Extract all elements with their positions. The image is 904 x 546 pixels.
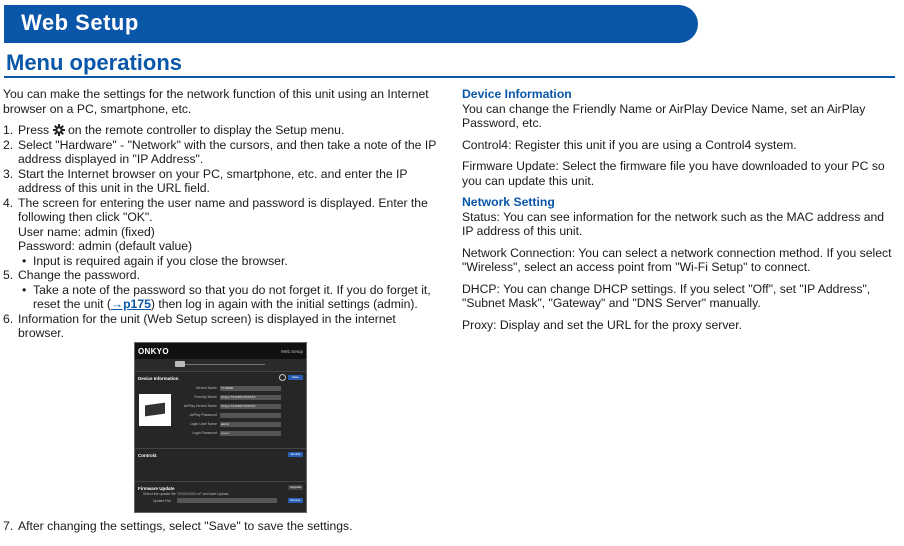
bullet-note: • Input is required again if you close the browser. bbox=[18, 254, 443, 269]
step-number: 2. bbox=[3, 137, 14, 152]
shot-upgrade-button: Upgrade bbox=[289, 485, 302, 489]
shot-firmware-heading: Firmware Update bbox=[138, 486, 175, 491]
heading-rule bbox=[4, 76, 895, 78]
shot-field-row bbox=[175, 413, 305, 419]
network-setting-heading: Network Setting bbox=[462, 195, 555, 209]
shot-title: Web Setup bbox=[280, 349, 303, 354]
user-name-note: User name: admin (fixed) bbox=[18, 224, 155, 239]
shot-header bbox=[135, 343, 306, 359]
shot-slider-track bbox=[175, 364, 265, 365]
shot-field-label: Friendly Name bbox=[194, 395, 217, 399]
dhcp-text: DHCP: You can change DHCP settings. If you select "Off", set "IP Address", "Subnet Mask", "Gateway" and "DNS Server" manually. bbox=[462, 281, 871, 310]
left-column bbox=[3, 87, 443, 341]
shot-field-value: •••••••• bbox=[220, 431, 281, 436]
password-note: Password: admin (default value) bbox=[18, 239, 193, 253]
shot-field-value: TX-RZ50 bbox=[220, 386, 281, 391]
bullet-text: ) then log in again with the initial settings (admin). bbox=[150, 297, 418, 311]
step-text: The screen for entering the user name and password is displayed. Enter the following then click "OK". bbox=[18, 195, 428, 224]
step-number: 6. bbox=[3, 311, 14, 326]
page-link[interactable]: →p175 bbox=[110, 297, 151, 311]
shot-nav bbox=[135, 359, 306, 372]
shot-firmware-section bbox=[135, 482, 306, 512]
web-setup-screenshot bbox=[134, 342, 307, 513]
shot-field-value: admin bbox=[220, 422, 281, 427]
shot-identify-button: Identify bbox=[288, 452, 303, 457]
shot-device-heading: Device Information bbox=[138, 376, 179, 381]
shot-field-value bbox=[220, 413, 281, 418]
shot-field-label: Login User Name bbox=[189, 422, 217, 426]
firmware-text: Firmware Update: Select the firmware file you have downloaded to your PC so you can update this unit. bbox=[462, 159, 885, 188]
shot-field-row bbox=[175, 404, 305, 410]
step-number: 4. bbox=[3, 195, 14, 210]
bullet-note bbox=[18, 283, 443, 312]
step-number: 1. bbox=[3, 123, 14, 137]
shot-field-label: Login Password bbox=[192, 431, 217, 435]
shot-update-file-field bbox=[177, 498, 277, 503]
device-info-heading: Device Information bbox=[462, 87, 572, 101]
step-number: 3. bbox=[3, 166, 14, 181]
shot-control4-section bbox=[135, 449, 306, 482]
step-3 bbox=[3, 167, 443, 196]
bullet-text: Take a note of the password so that you do not forget it. If you do forget it, reset the unit ( bbox=[33, 282, 431, 311]
step-5 bbox=[3, 268, 443, 312]
steps-list bbox=[3, 123, 443, 341]
title-banner bbox=[4, 5, 698, 43]
step-text: Start the Internet browser on your PC, smartphone, etc. and enter the IP address of this unit in the URL field. bbox=[18, 166, 408, 195]
onkyo-logo: ONKYO bbox=[138, 347, 169, 356]
proxy-text: Proxy: Display and set the URL for the proxy server. bbox=[462, 317, 742, 332]
step-2 bbox=[3, 138, 443, 167]
step-text: Press bbox=[18, 123, 50, 137]
shot-save-button: Save bbox=[288, 375, 303, 380]
step-7-wrap bbox=[3, 519, 443, 534]
device-image bbox=[139, 394, 171, 426]
shot-firmware-note: Select the update file "XXXXXXXX.of" and start Upload. bbox=[143, 492, 230, 496]
step-text: Information for the unit (Web Setup screen) is displayed in the internet browser. bbox=[18, 311, 396, 340]
shot-field-row bbox=[175, 386, 305, 392]
step-number: 7. bbox=[3, 519, 14, 533]
intro-text: You can make the settings for the network function of this unit using an Internet browser on a PC, smartphone, etc. bbox=[3, 87, 429, 116]
step-number: 5. bbox=[3, 268, 14, 282]
step-7 bbox=[3, 519, 443, 534]
steps-list-cont bbox=[3, 519, 443, 534]
shot-field-row bbox=[175, 431, 305, 437]
step-4 bbox=[3, 196, 443, 269]
refresh-icon bbox=[279, 374, 286, 381]
status-text: Status: You can see information for the network such as the MAC address and IP address of this unit. bbox=[462, 209, 885, 238]
shot-slider-knob bbox=[175, 361, 185, 367]
shot-field-row bbox=[175, 422, 305, 428]
step-text: on the remote controller to display the Setup menu. bbox=[67, 123, 345, 137]
shot-browse-button: Browse bbox=[288, 498, 303, 503]
step-1 bbox=[3, 123, 443, 138]
shot-field-row bbox=[175, 395, 305, 401]
control4-text: Control4: Register this unit if you are using a Control4 system. bbox=[462, 137, 797, 152]
network-connection-text: Network Connection: You can select a network connection method. If you select "Wireless", select an access point from "Wi-Fi Setup" to connect. bbox=[462, 245, 892, 274]
shot-field-value: Onkyo TX-RZ50 XXXXXX bbox=[220, 404, 281, 409]
receiver-icon bbox=[145, 403, 165, 417]
shot-device-section bbox=[135, 372, 306, 449]
device-info-text: You can change the Friendly Name or AirPlay Device Name, set an AirPlay Password, etc. bbox=[462, 101, 866, 130]
shot-field-label: AirPlay Password bbox=[189, 413, 217, 417]
shot-update-file-label: Update File bbox=[153, 499, 171, 503]
shot-control4-heading: Control4 bbox=[138, 453, 157, 458]
step-text: Select "Hardware" - "Network" with the cursors, and then take a note of the IP address displayed in "IP Address". bbox=[18, 137, 437, 166]
step-text: Change the password. bbox=[18, 268, 140, 282]
shot-field-label: Device Name bbox=[195, 386, 217, 390]
banner-title: Web Setup bbox=[21, 10, 139, 35]
gear-icon bbox=[53, 124, 65, 136]
shot-field-label: AirPlay Device Name bbox=[183, 404, 217, 408]
section-heading: Menu operations bbox=[6, 50, 183, 75]
right-column bbox=[462, 87, 898, 339]
shot-field-value: Onkyo TX-RZ50 XXXXXX bbox=[220, 395, 281, 400]
step-6 bbox=[3, 312, 443, 341]
step-text: After changing the settings, select "Save" to save the settings. bbox=[18, 519, 353, 533]
